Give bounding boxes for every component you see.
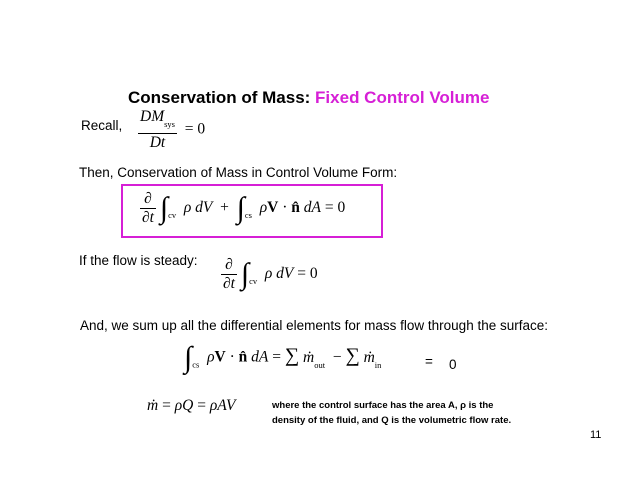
title-highlight: Fixed Control Volume (315, 88, 490, 107)
equation-surface-sum: $\int_{cs}$ ρV · n̂ dA = ∑ ṁ$_{out}$ − ∑ ṁ$_{in}$ (184, 341, 382, 374)
zero-value: 0 (449, 357, 457, 372)
equation-cv-form: $\frac{\partial}{\partial t}$ $\int_{cv}$ ρ dV + $\int_{cs}$ ρV · n̂ dA = 0 (142, 190, 346, 226)
slide-title (128, 88, 489, 108)
note-line-1: where the control surface has the area A, ρ is the (272, 400, 494, 411)
definition-note (272, 398, 511, 428)
page-number: 11 (590, 429, 602, 441)
equation-steady: $\frac{\partial}{\partial t}$ $\int_{cv}$ ρ dV = 0 (223, 256, 318, 292)
recall-label: Recall, (81, 118, 123, 133)
equation-mass-flow: ṁ = ρQ = ρAV (147, 397, 236, 414)
sum-label: And, we sum up all the differential elements for mass flow through the surface: (80, 318, 548, 333)
note-line-2: density of the fluid, and Q is the volumetric flow rate. (272, 415, 512, 426)
steady-label: If the flow is steady: (79, 253, 198, 268)
equals-sign: = (425, 354, 433, 369)
then-label: Then, Conservation of Mass in Control Volume Form: (79, 165, 398, 180)
title-main: Conservation of Mass: (128, 88, 311, 107)
equation-recall: $\frac{DM_{sys}}{Dt}$ = 0 (140, 108, 206, 151)
